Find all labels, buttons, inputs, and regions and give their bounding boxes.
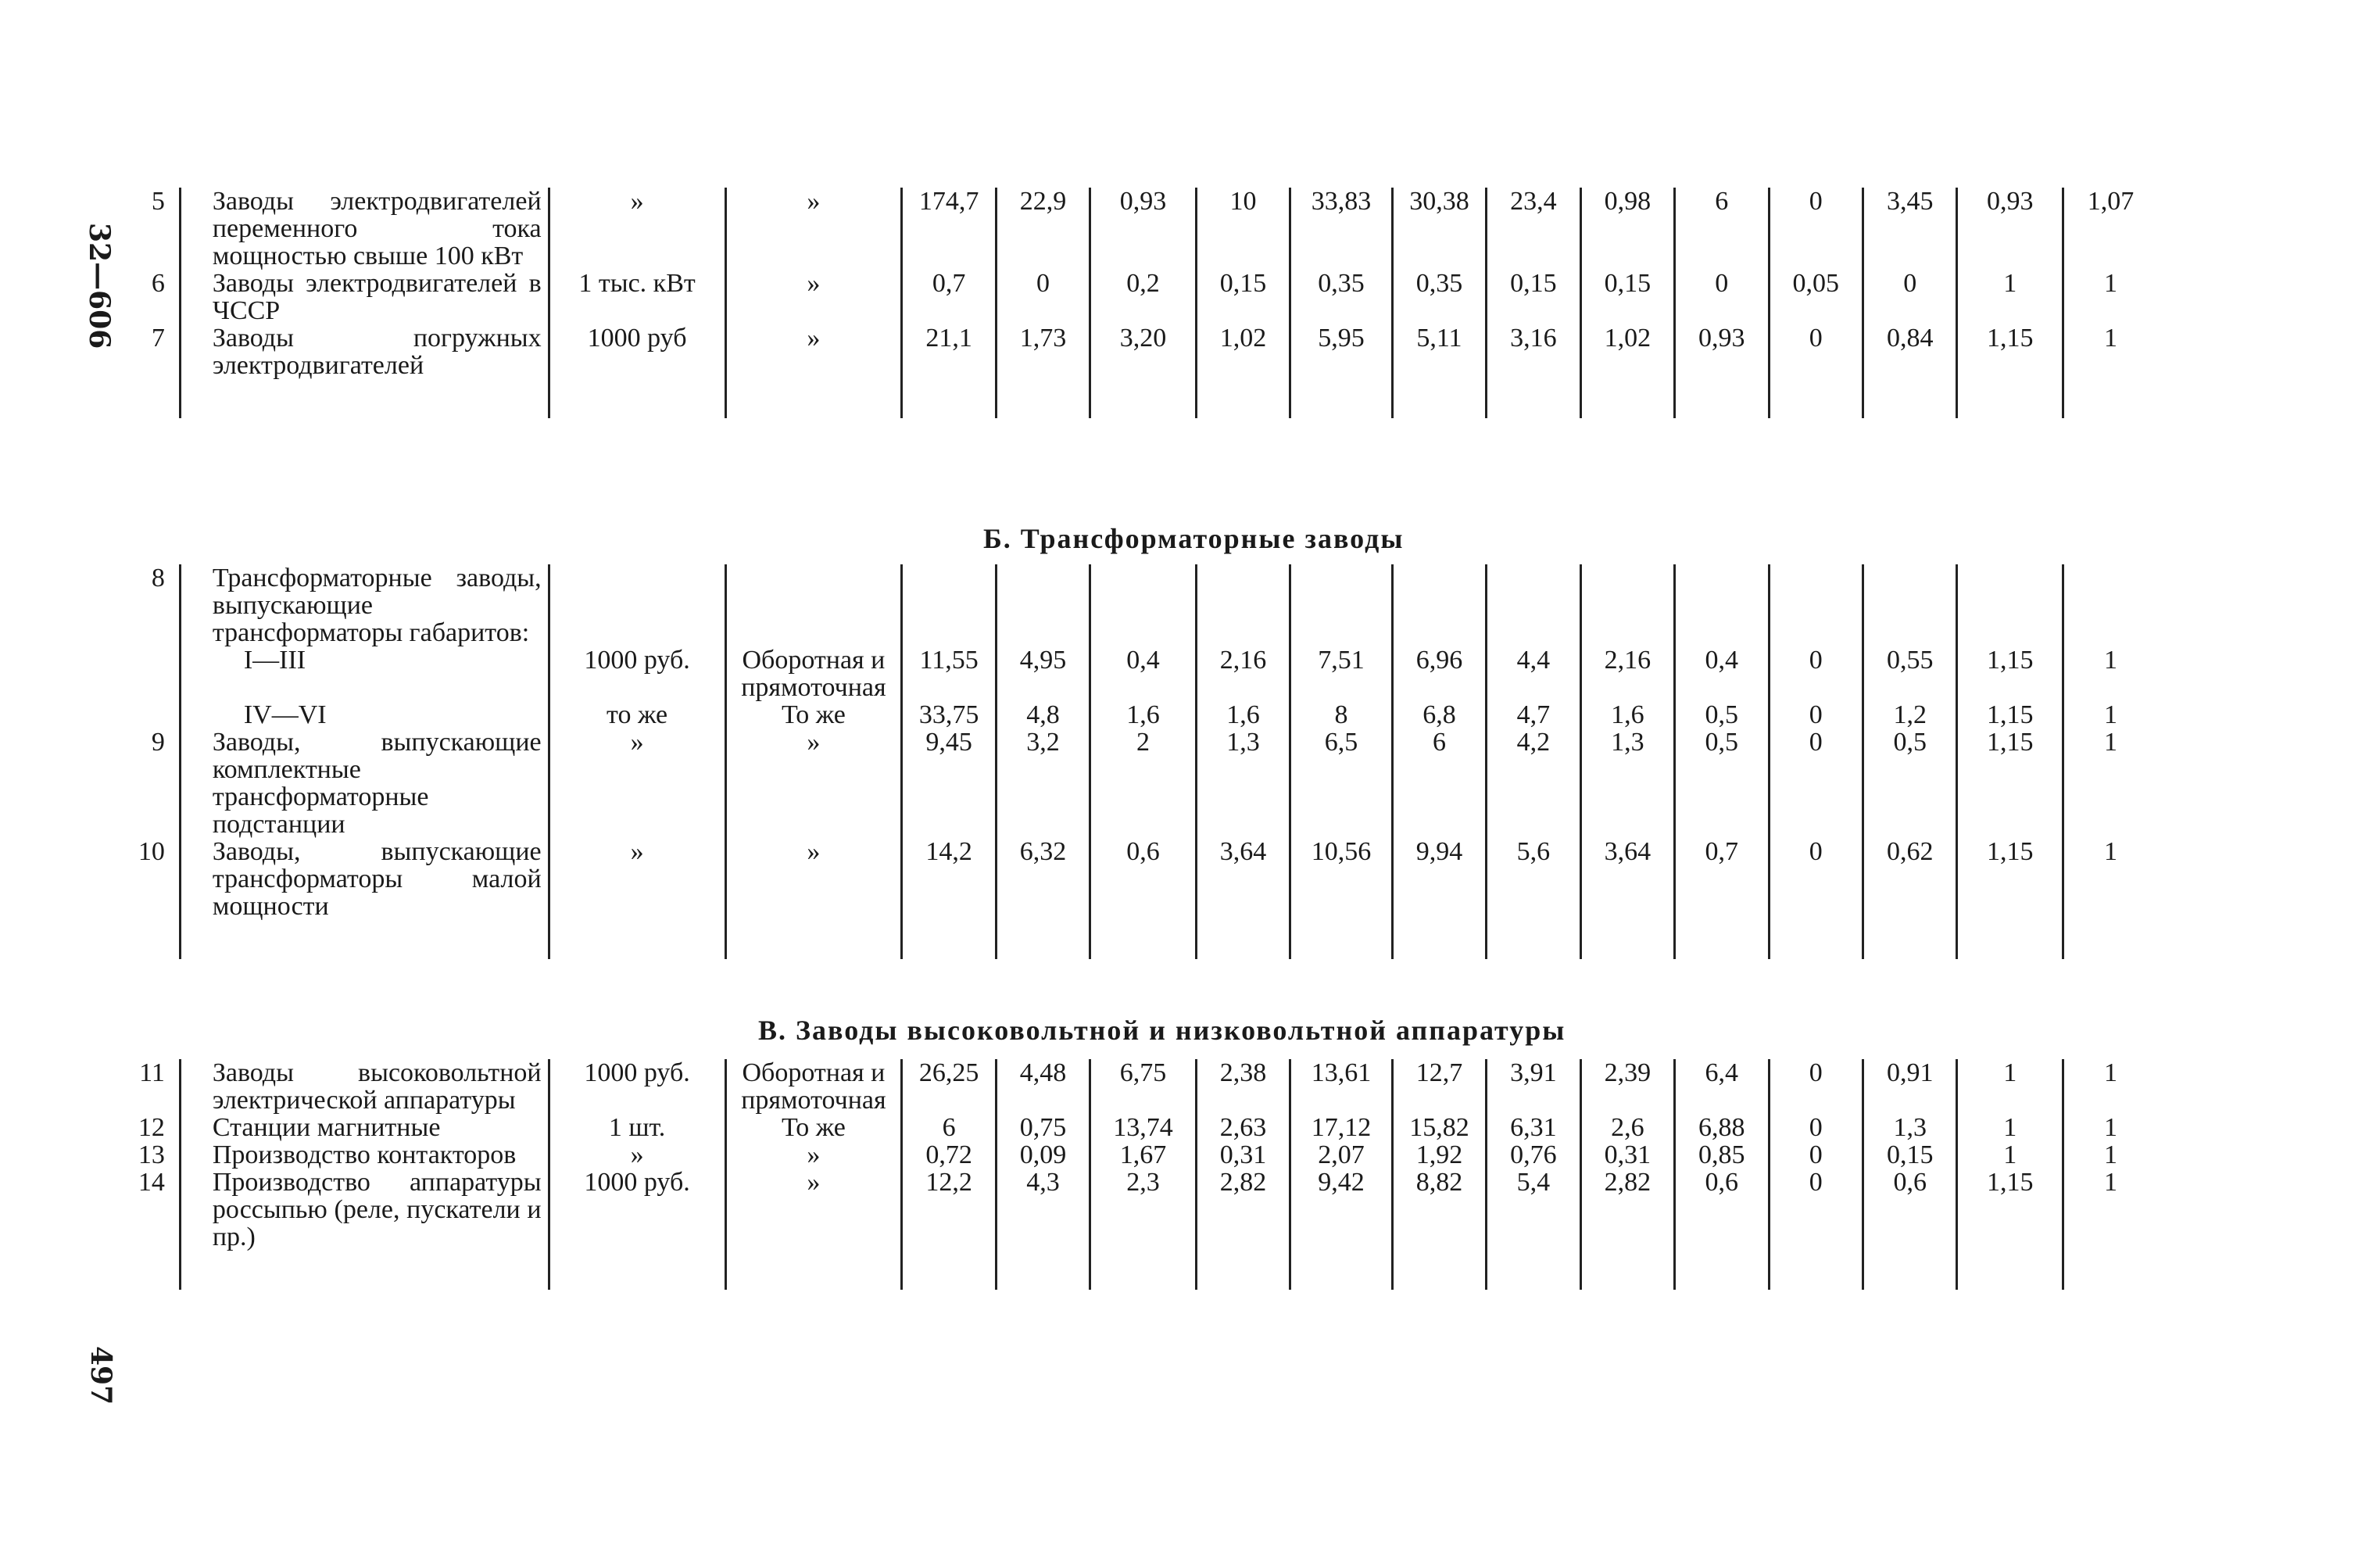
value-cell: 1,6 bbox=[1090, 701, 1197, 729]
unit-cell: 1 тыс. кВт bbox=[549, 270, 725, 324]
spacer-cell bbox=[1290, 920, 1392, 959]
value-cell: 2,16 bbox=[1196, 646, 1290, 701]
value-cell: 1,6 bbox=[1580, 701, 1674, 729]
value-cell: 8 bbox=[1290, 701, 1392, 729]
type-cell: » bbox=[725, 838, 902, 920]
spacer-cell bbox=[1487, 1251, 1580, 1290]
spacer-cell bbox=[1957, 379, 2063, 418]
value-cell: 6,32 bbox=[996, 838, 1090, 920]
unit-cell bbox=[549, 564, 725, 646]
type-cell: То же bbox=[725, 1114, 902, 1141]
value-cell: 0,6 bbox=[1675, 1169, 1769, 1251]
row-number: 7 bbox=[151, 324, 165, 353]
spacer-cell bbox=[1580, 920, 1674, 959]
table-row bbox=[109, 1141, 2157, 1169]
value-cell: 6,5 bbox=[1290, 729, 1392, 838]
value-cell: 0,15 bbox=[1863, 1141, 1956, 1169]
value-cell: 0,2 bbox=[1090, 270, 1197, 324]
margin-code: 32—606 bbox=[83, 223, 116, 349]
spacer-cell bbox=[1090, 920, 1197, 959]
value-cell: 2,6 bbox=[1580, 1114, 1674, 1141]
value-cell: 9,94 bbox=[1392, 838, 1486, 920]
spacer-cell bbox=[2063, 1251, 2157, 1290]
value-cell: 0,93 bbox=[1957, 188, 2063, 270]
value-cell: 2,82 bbox=[1580, 1169, 1674, 1251]
spacer-cell bbox=[1196, 1251, 1290, 1290]
row-number: 14 bbox=[138, 1168, 165, 1197]
spacer-cell bbox=[1957, 920, 2063, 959]
value-cell: 1,15 bbox=[1957, 1169, 2063, 1251]
value-cell: 1,07 bbox=[2063, 188, 2157, 270]
value-cell: 6,96 bbox=[1392, 646, 1486, 701]
value-cell: 1,73 bbox=[996, 324, 1090, 379]
spacer-cell bbox=[725, 920, 902, 959]
value-cell: 17,12 bbox=[1290, 1114, 1392, 1141]
value-cell: 5,11 bbox=[1392, 324, 1486, 379]
spacer-cell bbox=[996, 920, 1090, 959]
row-number: 12 bbox=[138, 1113, 165, 1142]
spacer-cell bbox=[1769, 920, 1863, 959]
row-name: Производство аппаратуры россыпью (реле, пускатели и пр.) bbox=[180, 1169, 549, 1251]
unit-cell: 1000 руб. bbox=[549, 1169, 725, 1251]
value-cell: 2,82 bbox=[1196, 1169, 1290, 1251]
spacer-cell bbox=[180, 920, 549, 959]
value-cell: 0 bbox=[1769, 1059, 1863, 1114]
section-title-b: Б. Трансформаторные заводы bbox=[983, 523, 1405, 554]
spacer-cell bbox=[996, 1251, 1090, 1290]
value-cell: 0 bbox=[1769, 1169, 1863, 1251]
value-cell bbox=[902, 564, 996, 646]
value-cell bbox=[996, 564, 1090, 646]
value-cell: 2,38 bbox=[1196, 1059, 1290, 1114]
spacer-cell bbox=[1863, 379, 1956, 418]
unit-cell: » bbox=[549, 1141, 725, 1169]
value-cell: 0,93 bbox=[1090, 188, 1197, 270]
value-cell: 1 bbox=[2063, 270, 2157, 324]
value-cell: 2,63 bbox=[1196, 1114, 1290, 1141]
value-cell: 23,4 bbox=[1487, 188, 1580, 270]
value-cell: 5,6 bbox=[1487, 838, 1580, 920]
value-cell: 4,95 bbox=[996, 646, 1090, 701]
spacer-cell bbox=[1957, 1251, 2063, 1290]
value-cell: 1,6 bbox=[1196, 701, 1290, 729]
table-block-a bbox=[109, 188, 2157, 418]
table-row bbox=[109, 1114, 2157, 1141]
spacer-cell bbox=[1580, 1251, 1674, 1290]
type-cell: » bbox=[725, 1169, 902, 1251]
value-cell: 0,5 bbox=[1863, 729, 1956, 838]
value-cell: 0,6 bbox=[1090, 838, 1197, 920]
value-cell: 0,31 bbox=[1196, 1141, 1290, 1169]
type-cell: Оборотная и прямоточная bbox=[725, 646, 902, 701]
unit-cell: » bbox=[549, 188, 725, 270]
value-cell bbox=[1769, 564, 1863, 646]
value-cell: 0,31 bbox=[1580, 1141, 1674, 1169]
type-cell: » bbox=[725, 324, 902, 379]
table-row bbox=[109, 564, 2157, 646]
value-cell: 0 bbox=[1863, 270, 1956, 324]
table-row bbox=[109, 1059, 2157, 1114]
table-row bbox=[109, 188, 2157, 270]
value-cell: 1,15 bbox=[1957, 324, 2063, 379]
spacer-cell bbox=[725, 1251, 902, 1290]
value-cell: 0,15 bbox=[1580, 270, 1674, 324]
type-cell: » bbox=[725, 270, 902, 324]
value-cell: 21,1 bbox=[902, 324, 996, 379]
value-cell: 8,82 bbox=[1392, 1169, 1486, 1251]
value-cell: 0,76 bbox=[1487, 1141, 1580, 1169]
value-cell: 11,55 bbox=[902, 646, 996, 701]
value-cell: 15,82 bbox=[1392, 1114, 1486, 1141]
row-spacer bbox=[109, 920, 2157, 959]
type-cell: » bbox=[725, 729, 902, 838]
value-cell: 1,02 bbox=[1580, 324, 1674, 379]
table-block-b bbox=[109, 564, 2157, 959]
row-name: Производство контакторов bbox=[180, 1141, 549, 1169]
spacer-cell bbox=[1196, 379, 1290, 418]
row-name: Заводы электродвигателей в ЧССР bbox=[180, 270, 549, 324]
value-cell: 0 bbox=[1769, 838, 1863, 920]
row-number bbox=[109, 646, 180, 701]
value-cell bbox=[1863, 564, 1956, 646]
spacer-cell bbox=[1769, 1251, 1863, 1290]
spacer-cell bbox=[1392, 379, 1486, 418]
unit-cell: » bbox=[549, 729, 725, 838]
value-cell: 4,48 bbox=[996, 1059, 1090, 1114]
value-cell: 3,16 bbox=[1487, 324, 1580, 379]
value-cell: 1,15 bbox=[1957, 838, 2063, 920]
value-cell: 0,15 bbox=[1196, 270, 1290, 324]
spacer-cell bbox=[1487, 920, 1580, 959]
value-cell: 1 bbox=[2063, 701, 2157, 729]
value-cell: 0,4 bbox=[1090, 646, 1197, 701]
unit-cell: то же bbox=[549, 701, 725, 729]
spacer-cell bbox=[1863, 1251, 1956, 1290]
row-number: 8 bbox=[151, 564, 165, 592]
value-cell: 0,7 bbox=[1675, 838, 1769, 920]
spacer-cell bbox=[549, 1251, 725, 1290]
value-cell: 7,51 bbox=[1290, 646, 1392, 701]
row-number: 13 bbox=[138, 1140, 165, 1169]
value-cell: 22,9 bbox=[996, 188, 1090, 270]
spacer-cell bbox=[1863, 920, 1956, 959]
value-cell: 6,75 bbox=[1090, 1059, 1197, 1114]
spacer-cell bbox=[1675, 1251, 1769, 1290]
value-cell: 0 bbox=[1769, 1141, 1863, 1169]
value-cell: 30,38 bbox=[1392, 188, 1486, 270]
value-cell: 1 bbox=[2063, 1059, 2157, 1114]
value-cell: 1,15 bbox=[1957, 646, 2063, 701]
value-cell: 3,91 bbox=[1487, 1059, 1580, 1114]
value-cell bbox=[1675, 564, 1769, 646]
spacer-cell bbox=[1290, 1251, 1392, 1290]
value-cell: 0 bbox=[1769, 729, 1863, 838]
row-name: IV—VI bbox=[180, 701, 549, 729]
value-cell: 5,95 bbox=[1290, 324, 1392, 379]
value-cell bbox=[1290, 564, 1392, 646]
value-cell: 4,7 bbox=[1487, 701, 1580, 729]
row-name: Трансформаторные заводы, выпускающие трансформаторы габаритов: bbox=[180, 564, 549, 646]
spacer-cell bbox=[180, 379, 549, 418]
value-cell bbox=[1196, 564, 1290, 646]
value-cell: 0 bbox=[1769, 1114, 1863, 1141]
spacer-cell bbox=[902, 379, 996, 418]
value-cell: 1 bbox=[2063, 646, 2157, 701]
value-cell bbox=[1957, 564, 2063, 646]
row-number: 10 bbox=[138, 837, 165, 866]
value-cell: 12,7 bbox=[1392, 1059, 1486, 1114]
value-cell: 1,67 bbox=[1090, 1141, 1197, 1169]
value-cell bbox=[1392, 564, 1486, 646]
row-name: I—III bbox=[180, 646, 549, 701]
value-cell: 0 bbox=[1769, 701, 1863, 729]
spacer-cell bbox=[1090, 1251, 1197, 1290]
value-cell: 1,3 bbox=[1863, 1114, 1956, 1141]
value-cell: 12,2 bbox=[902, 1169, 996, 1251]
value-cell: 6,88 bbox=[1675, 1114, 1769, 1141]
value-cell: 1 bbox=[1957, 1114, 2063, 1141]
value-cell: 0,75 bbox=[996, 1114, 1090, 1141]
row-number: 5 bbox=[151, 187, 165, 216]
value-cell: 6,8 bbox=[1392, 701, 1486, 729]
spacer-cell bbox=[996, 379, 1090, 418]
value-cell: 174,7 bbox=[902, 188, 996, 270]
value-cell: 1 bbox=[1957, 270, 2063, 324]
value-cell: 1 bbox=[1957, 1141, 2063, 1169]
value-cell: 0,7 bbox=[902, 270, 996, 324]
table-row bbox=[109, 270, 2157, 324]
spacer-cell bbox=[1675, 920, 1769, 959]
value-cell: 3,45 bbox=[1863, 188, 1956, 270]
value-cell: 0,35 bbox=[1392, 270, 1486, 324]
row-number bbox=[109, 701, 180, 729]
value-cell: 14,2 bbox=[902, 838, 996, 920]
table-row bbox=[109, 729, 2157, 838]
row-name: Заводы, выпускающие трансформаторы малой мощности bbox=[180, 838, 549, 920]
value-cell bbox=[2063, 564, 2157, 646]
value-cell: 0 bbox=[1769, 188, 1863, 270]
value-cell: 1,92 bbox=[1392, 1141, 1486, 1169]
value-cell: 1,3 bbox=[1196, 729, 1290, 838]
row-number: 6 bbox=[151, 269, 165, 298]
table-block-c bbox=[109, 1059, 2157, 1290]
spacer-cell bbox=[1392, 1251, 1486, 1290]
spacer-cell bbox=[725, 379, 902, 418]
value-cell: 0,55 bbox=[1863, 646, 1956, 701]
value-cell: 6,31 bbox=[1487, 1114, 1580, 1141]
value-cell: 0,84 bbox=[1863, 324, 1956, 379]
value-cell: 0,85 bbox=[1675, 1141, 1769, 1169]
spacer-cell bbox=[902, 1251, 996, 1290]
unit-cell: 1 шт. bbox=[549, 1114, 725, 1141]
value-cell: 0 bbox=[1675, 270, 1769, 324]
value-cell: 13,61 bbox=[1290, 1059, 1392, 1114]
value-cell: 1,15 bbox=[1957, 701, 2063, 729]
value-cell: 2,07 bbox=[1290, 1141, 1392, 1169]
spacer-cell bbox=[902, 920, 996, 959]
spacer-cell bbox=[2063, 920, 2157, 959]
value-cell: 13,74 bbox=[1090, 1114, 1197, 1141]
unit-cell: 1000 руб. bbox=[549, 646, 725, 701]
value-cell bbox=[1580, 564, 1674, 646]
value-cell: 26,25 bbox=[902, 1059, 996, 1114]
value-cell: 1 bbox=[2063, 1114, 2157, 1141]
row-name: Станции магнитные bbox=[180, 1114, 549, 1141]
table-row bbox=[109, 1169, 2157, 1251]
spacer-cell bbox=[2063, 379, 2157, 418]
type-cell: Оборотная и прямоточная bbox=[725, 1059, 902, 1114]
row-number: 9 bbox=[151, 728, 165, 757]
value-cell: 10 bbox=[1196, 188, 1290, 270]
value-cell: 3,20 bbox=[1090, 324, 1197, 379]
spacer-cell bbox=[1392, 920, 1486, 959]
spacer-cell bbox=[1580, 379, 1674, 418]
table-row bbox=[109, 838, 2157, 920]
row-name: Заводы, выпускающие комплектные трансформаторные подстанции bbox=[180, 729, 549, 838]
value-cell bbox=[1487, 564, 1580, 646]
value-cell: 0,5 bbox=[1675, 729, 1769, 838]
spacer-cell bbox=[1196, 920, 1290, 959]
value-cell: 0,93 bbox=[1675, 324, 1769, 379]
row-name: Заводы высоковольтной электрической аппаратуры bbox=[180, 1059, 549, 1114]
table-row bbox=[109, 646, 2157, 701]
value-cell: 1 bbox=[2063, 324, 2157, 379]
value-cell: 1,15 bbox=[1957, 729, 2063, 838]
value-cell: 6 bbox=[1675, 188, 1769, 270]
value-cell: 9,42 bbox=[1290, 1169, 1392, 1251]
value-cell: 0,5 bbox=[1675, 701, 1769, 729]
value-cell: 6 bbox=[902, 1114, 996, 1141]
value-cell: 0,35 bbox=[1290, 270, 1392, 324]
value-cell: 33,75 bbox=[902, 701, 996, 729]
value-cell: 33,83 bbox=[1290, 188, 1392, 270]
value-cell: 4,4 bbox=[1487, 646, 1580, 701]
value-cell: 0 bbox=[996, 270, 1090, 324]
value-cell: 5,4 bbox=[1487, 1169, 1580, 1251]
row-spacer bbox=[109, 379, 2157, 418]
value-cell: 6 bbox=[1392, 729, 1486, 838]
value-cell: 6,4 bbox=[1675, 1059, 1769, 1114]
table-row bbox=[109, 701, 2157, 729]
value-cell: 0,91 bbox=[1863, 1059, 1956, 1114]
spacer-cell bbox=[549, 920, 725, 959]
value-cell: 2,16 bbox=[1580, 646, 1674, 701]
table-row bbox=[109, 324, 2157, 379]
value-cell: 1 bbox=[1957, 1059, 2063, 1114]
value-cell: 4,8 bbox=[996, 701, 1090, 729]
value-cell: 0 bbox=[1769, 646, 1863, 701]
unit-cell: » bbox=[549, 838, 725, 920]
unit-cell: 1000 руб bbox=[549, 324, 725, 379]
value-cell: 9,45 bbox=[902, 729, 996, 838]
spacer-cell bbox=[180, 1251, 549, 1290]
value-cell: 0,4 bbox=[1675, 646, 1769, 701]
value-cell: 1,02 bbox=[1196, 324, 1290, 379]
type-cell bbox=[725, 564, 902, 646]
spacer-cell bbox=[1675, 379, 1769, 418]
value-cell: 1,2 bbox=[1863, 701, 1956, 729]
section-title-c: В. Заводы высоковольтной и низковольтной аппаратуры bbox=[758, 1015, 1566, 1046]
value-cell: 0,6 bbox=[1863, 1169, 1956, 1251]
row-name: Заводы погружных электродвигателей bbox=[180, 324, 549, 379]
row-spacer bbox=[109, 1251, 2157, 1290]
value-cell: 0,62 bbox=[1863, 838, 1956, 920]
spacer-cell bbox=[1487, 379, 1580, 418]
value-cell: 1 bbox=[2063, 838, 2157, 920]
unit-cell: 1000 руб. bbox=[549, 1059, 725, 1114]
value-cell: 0 bbox=[1769, 324, 1863, 379]
value-cell: 1 bbox=[2063, 1169, 2157, 1251]
page-number: 497 bbox=[84, 1346, 117, 1405]
value-cell: 0,05 bbox=[1769, 270, 1863, 324]
spacer-cell bbox=[549, 379, 725, 418]
row-name: Заводы электродвигателей переменного тока мощностью свыше 100 кВт bbox=[180, 188, 549, 270]
value-cell: 0,09 bbox=[996, 1141, 1090, 1169]
row-number: 11 bbox=[139, 1058, 165, 1087]
value-cell: 10,56 bbox=[1290, 838, 1392, 920]
value-cell: 2,3 bbox=[1090, 1169, 1197, 1251]
value-cell: 4,3 bbox=[996, 1169, 1090, 1251]
value-cell: 3,64 bbox=[1196, 838, 1290, 920]
spacer-cell bbox=[1290, 379, 1392, 418]
spacer-cell bbox=[109, 379, 180, 418]
spacer-cell bbox=[1769, 379, 1863, 418]
value-cell: 2,39 bbox=[1580, 1059, 1674, 1114]
value-cell: 1 bbox=[2063, 729, 2157, 838]
value-cell: 3,2 bbox=[996, 729, 1090, 838]
spacer-cell bbox=[1090, 379, 1197, 418]
type-cell: » bbox=[725, 188, 902, 270]
value-cell: 0,72 bbox=[902, 1141, 996, 1169]
value-cell bbox=[1090, 564, 1197, 646]
type-cell: » bbox=[725, 1141, 902, 1169]
value-cell: 3,64 bbox=[1580, 838, 1674, 920]
value-cell: 1,3 bbox=[1580, 729, 1674, 838]
type-cell: То же bbox=[725, 701, 902, 729]
value-cell: 1 bbox=[2063, 1141, 2157, 1169]
spacer-cell bbox=[109, 920, 180, 959]
spacer-cell bbox=[109, 1251, 180, 1290]
value-cell: 2 bbox=[1090, 729, 1197, 838]
value-cell: 4,2 bbox=[1487, 729, 1580, 838]
value-cell: 0,15 bbox=[1487, 270, 1580, 324]
value-cell: 0,98 bbox=[1580, 188, 1674, 270]
